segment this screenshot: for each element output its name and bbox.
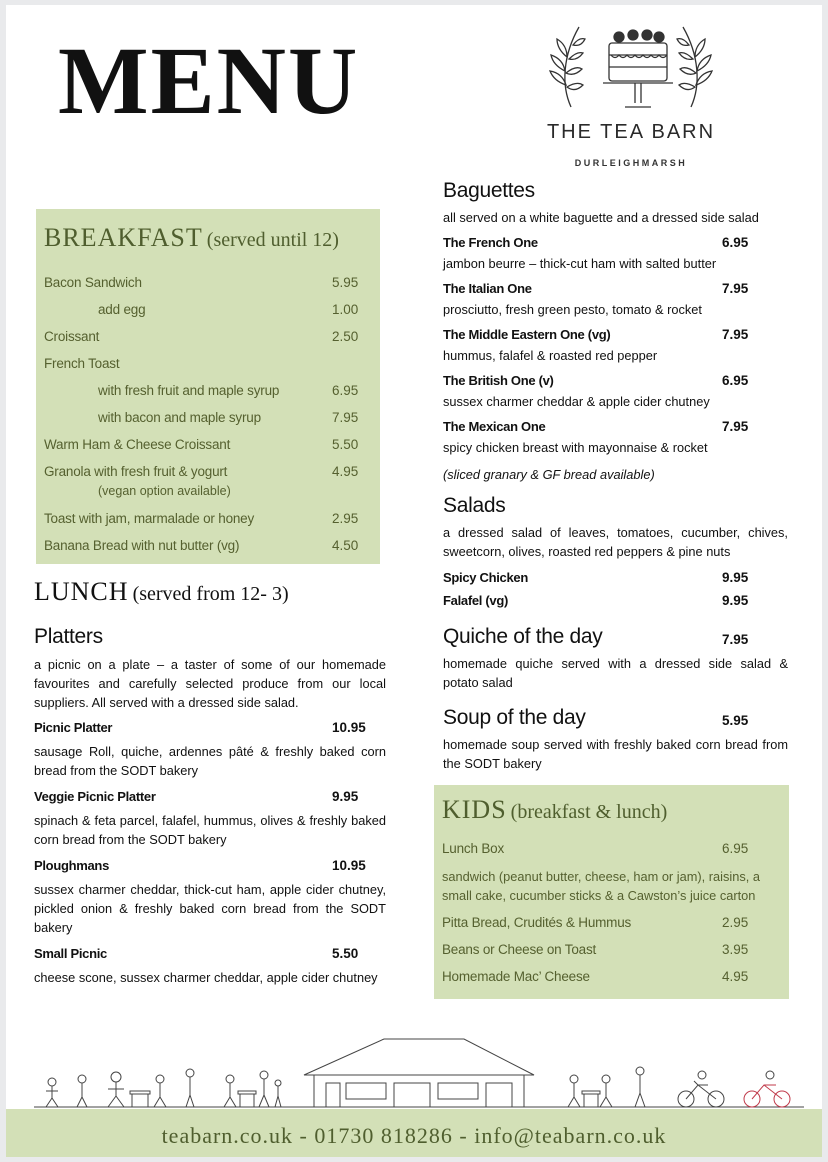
tea-barn-scene-illustration — [34, 1035, 804, 1109]
breakfast-item: Toast with jam, marmalade or honey — [44, 511, 255, 526]
page-title: MENU — [58, 27, 360, 134]
kids-price: 4.95 — [722, 969, 749, 984]
breakfast-price: 1.00 — [332, 302, 359, 317]
platter-item-desc: sausage Roll, quiche, ardennes pâté & freshly baked corn bread from the SODT bakery — [34, 744, 386, 778]
breakfast-section — [36, 209, 380, 564]
breakfast-price: 5.50 — [332, 437, 359, 452]
baguette-item-desc: prosciutto, fresh green pesto, tomato & rocket — [443, 302, 702, 317]
breakfast-price: 2.50 — [332, 329, 359, 344]
baguettes-title: Baguettes — [443, 179, 535, 202]
baguette-item-desc: hummus, falafel & roasted red pepper — [443, 348, 658, 363]
platter-item-name: Veggie Picnic Platter — [34, 789, 156, 804]
platter-item-price: 10.95 — [332, 720, 366, 735]
breakfast-item: Croissant — [44, 329, 100, 344]
platter-item-price: 9.95 — [332, 789, 359, 804]
soup-title: Soup of the day — [443, 706, 586, 729]
baguette-item-name: The French One — [443, 235, 538, 250]
soup-desc: homemade soup served with freshly baked corn bread from the SODT bakery — [443, 737, 788, 771]
baguette-item-name: The Italian One — [443, 281, 532, 296]
kids-item: Lunch Box — [442, 841, 504, 856]
salad-item-name: Falafel (vg) — [443, 593, 509, 608]
kids-item: Beans or Cheese on Toast — [442, 942, 597, 957]
quiche-title: Quiche of the day — [443, 625, 603, 648]
platter-item-name: Small Picnic — [34, 946, 107, 961]
salad-item-name: Spicy Chicken — [443, 570, 528, 585]
brand-name: THE TEA BARN — [546, 121, 716, 143]
salads-description: a dressed salad of leaves, tomatoes, cucumber, chives, sweetcorn, olives, roasted red peppers & pine nuts — [443, 525, 788, 559]
breakfast-item: add egg — [98, 302, 146, 317]
footer-bar — [6, 1109, 822, 1157]
brand-location: DURLEIGHMARSH — [574, 158, 688, 168]
baguette-item-price: 7.95 — [722, 281, 749, 296]
platter-item-name: Picnic Platter — [34, 720, 113, 735]
breakfast-price: 6.95 — [332, 383, 359, 398]
baguette-item-price: 6.95 — [722, 373, 749, 388]
salads-title: Salads — [443, 494, 506, 517]
breakfast-subtitle: (served until 12) — [206, 229, 339, 251]
baguette-item-price: 6.95 — [722, 235, 749, 250]
baguette-item-name: The Mexican One — [443, 419, 546, 434]
baguette-item-name: The British One (v) — [443, 373, 554, 388]
quiche-price: 7.95 — [722, 632, 749, 647]
kids-price: 2.95 — [722, 915, 749, 930]
baguette-item-desc: spicy chicken breast with mayonnaise & rocket — [443, 440, 708, 455]
baguettes-note: (sliced granary & GF bread available) — [443, 467, 655, 482]
breakfast-item: with fresh fruit and maple syrup — [98, 383, 280, 398]
platter-item-desc: sussex charmer cheddar, thick-cut ham, apple cider chutney, pickled onion & freshly baked corn bread from the SODT bakery — [34, 882, 386, 935]
platter-item-name: Ploughmans — [34, 858, 110, 873]
breakfast-item: Banana Bread with nut butter (vg) — [44, 538, 240, 553]
lunch-box-desc: sandwich (peanut butter, cheese, ham or jam), raisins, a small cake, cucumber sticks & a Cawston’s juice carton — [442, 869, 760, 903]
breakfast-heading — [44, 223, 339, 253]
breakfast-price: 5.95 — [332, 275, 359, 290]
kids-price: 3.95 — [722, 942, 749, 957]
kids-price: 6.95 — [722, 841, 749, 856]
lunch-subtitle: (served from 12- 3) — [132, 583, 289, 605]
platter-item-price: 10.95 — [332, 858, 366, 873]
lunch-heading — [34, 577, 289, 607]
baguette-item-desc: sussex charmer cheddar & apple cider chutney — [443, 394, 710, 409]
breakfast-item: Warm Ham & Cheese Croissant — [44, 437, 231, 452]
breakfast-item: French Toast — [44, 356, 120, 371]
breakfast-price: 7.95 — [332, 410, 359, 425]
baguette-item-name: The Middle Eastern One (vg) — [443, 327, 611, 342]
baguette-item-price: 7.95 — [722, 327, 749, 342]
breakfast-price: 4.95 — [332, 464, 359, 479]
tea-barn-logo — [531, 15, 731, 175]
menu-page — [6, 5, 822, 1157]
baguette-item-desc: jambon beurre – thick-cut ham with salted butter — [443, 256, 717, 271]
contact-info: teabarn.co.uk - 01730 818286 - info@teabarn.co.uk — [161, 1123, 667, 1148]
kids-heading — [442, 795, 667, 825]
platter-item-price: 5.50 — [332, 946, 359, 961]
baguette-item-price: 7.95 — [722, 419, 749, 434]
breakfast-price: 4.50 — [332, 538, 359, 553]
kids-item: Pitta Bread, Crudités & Hummus — [442, 915, 632, 930]
breakfast-price: 2.95 — [332, 511, 359, 526]
salad-item-price: 9.95 — [722, 593, 749, 608]
quiche-desc: homemade quiche served with a dressed side salad & potato salad — [443, 656, 788, 690]
platter-item-desc: cheese scone, sussex charmer cheddar, apple cider chutney — [34, 970, 378, 985]
granola-note: (vegan option available) — [98, 484, 231, 498]
kids-item: Homemade Mac’ Cheese — [442, 969, 590, 984]
baguettes-description: all served on a white baguette and a dressed side salad — [443, 210, 759, 225]
platters-title: Platters — [34, 625, 103, 648]
lunch-title: LUNCH — [34, 577, 129, 606]
cake-stand-logo-icon — [531, 15, 731, 117]
kids-section — [434, 785, 789, 999]
platter-item-desc: spinach & feta parcel, falafel, hummus, olives & freshly baked corn bread from the SODT bakery — [34, 813, 386, 847]
breakfast-item: Granola with fresh fruit & yogurt — [44, 464, 228, 479]
platters-description: a picnic on a plate – a taster of some of our homemade favourites and carefully selected produce from our local suppliers. All served with a dressed side salad. — [34, 657, 386, 710]
kids-title: KIDS — [442, 795, 507, 824]
kids-subtitle: (breakfast & lunch) — [510, 801, 668, 823]
breakfast-title: BREAKFAST — [44, 223, 203, 252]
salad-item-price: 9.95 — [722, 570, 749, 585]
soup-price: 5.95 — [722, 713, 749, 728]
breakfast-item: with bacon and maple syrup — [98, 410, 261, 425]
breakfast-item: Bacon Sandwich — [44, 275, 142, 290]
